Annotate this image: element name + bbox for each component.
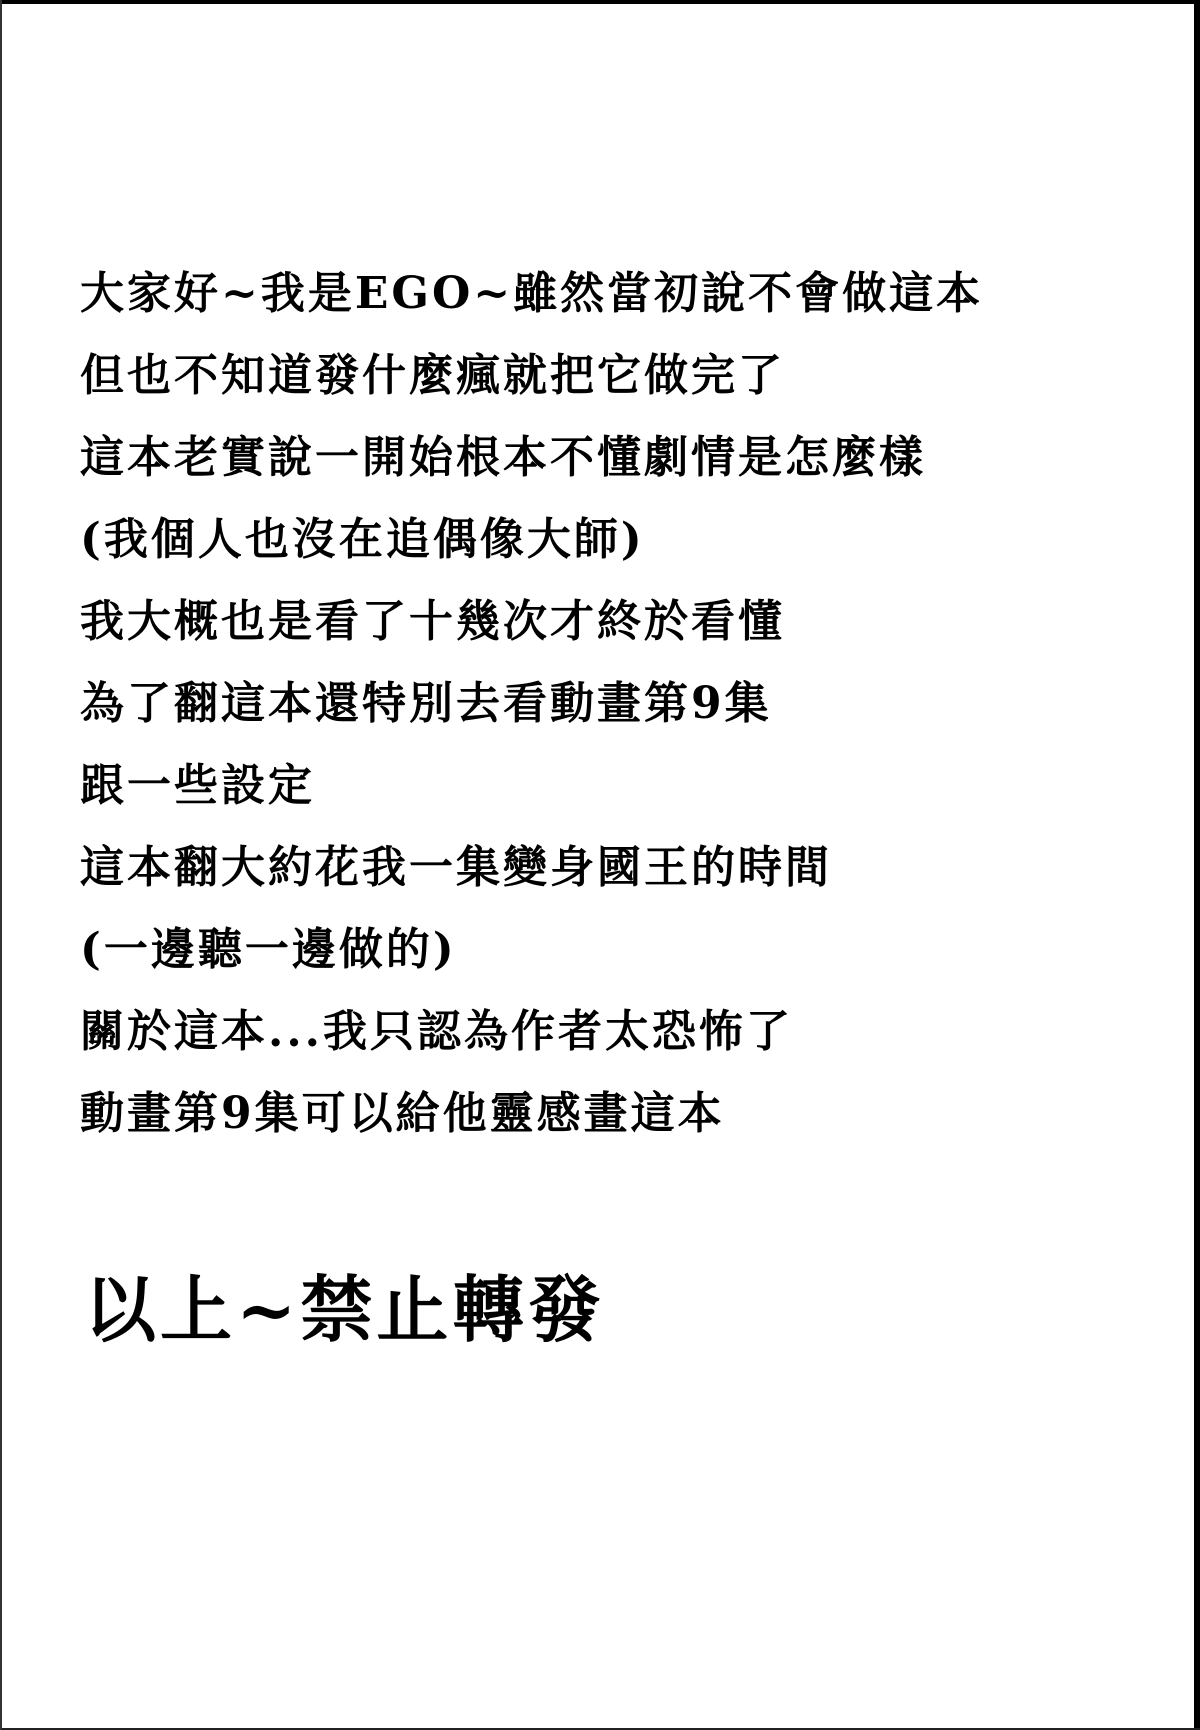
text-line: 為了翻這本還特別去看動畫第9集 <box>80 678 772 729</box>
page-edge-top <box>0 0 1200 4</box>
text-line: 關於這本...我只認為作者太恐怖了 <box>80 1006 793 1057</box>
text-line: (一邊聽一邊做的) <box>80 924 457 975</box>
text-line: 動畫第9集可以給他靈感畫這本 <box>80 1088 725 1139</box>
text-line: 大家好~我是EGO~雖然當初說不會做這本 <box>80 268 984 319</box>
text-line: 跟一些設定 <box>80 760 315 811</box>
page-edge-left <box>0 0 2 1730</box>
text-line: 但也不知道發什麼瘋就把它做完了 <box>80 350 785 401</box>
text-line: (我個人也沒在追偶像大師) <box>80 514 645 565</box>
text-line: 我大概也是看了十幾次才終於看懂 <box>80 596 785 647</box>
page-edge-right <box>1194 0 1200 1730</box>
closing-notice: 以上~禁止轉發 <box>84 1267 605 1352</box>
text-line: 這本老實說一開始根本不懂劇情是怎麼樣 <box>80 432 926 483</box>
text-line: 這本翻大約花我一集變身國王的時間 <box>80 842 832 893</box>
afterword-text <box>80 265 1140 1167</box>
